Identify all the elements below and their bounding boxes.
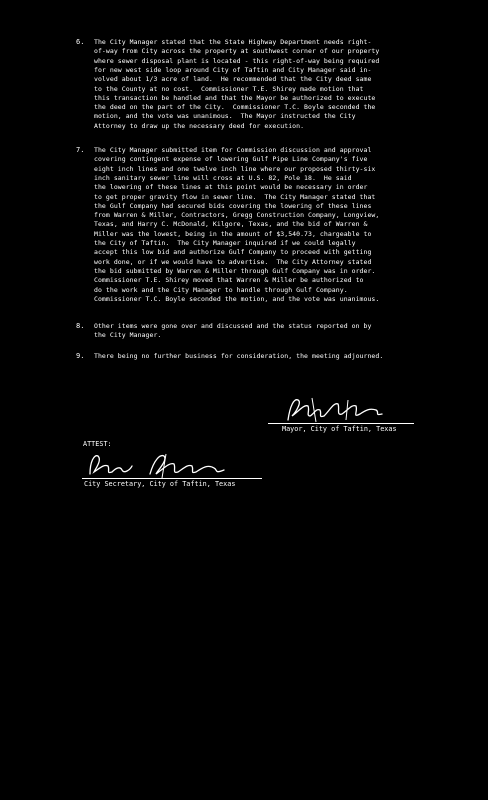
item-text-line: the bid submitted by Warren & Miller through Gulf Company was in order. (94, 266, 376, 275)
mayor-caption: Mayor, City of Taftin, Texas (282, 425, 397, 433)
item-text-line: Commissioner T.E. Shirey moved that Warren & Miller be authorized to (94, 276, 364, 285)
secretary-caption: City Secretary, City of Taftin, Texas (84, 480, 236, 488)
item-text-line: Other items were gone over and discussed and the status reported on by (94, 322, 372, 330)
item-text-line: There being no further business for consideration, the meeting adjourned. (94, 352, 384, 360)
item-text-line: to the County at no cost. Commissioner T.E. Shirey made motion that (94, 84, 364, 93)
item-text-line: do the work and the City Manager to handle through Gulf Company. (94, 285, 348, 294)
item-text-line: the City Manager. (94, 331, 162, 340)
item-number: 7. (76, 146, 85, 154)
item-text-line: inch sanitary sewer line will cross at U.S. 82, Pole 18. He said (94, 173, 352, 182)
item-text-line: from Warren & Miller, Contractors, Gregg Construction Company, Longview, (94, 211, 380, 220)
item-text-line: work done, or if we would have to advertise. The City Attorney stated (94, 257, 372, 266)
item-text-line: The City Manager submitted item for Commission discussion and approval (94, 146, 372, 154)
item-text-line: the Gulf Company had secured bids covering the lowering of these lines (94, 201, 372, 210)
item-text-line: motion, and the vote was unanimous. The Mayor instructed the City (94, 112, 356, 121)
item-text-line: this transaction be handled and that the Mayor be authorized to execute (94, 93, 376, 102)
item-text-line: the lowering of these lines at this point would be necessary in order (94, 183, 368, 192)
attest-label: ATTEST: (83, 440, 112, 448)
secretary-signature-line (82, 478, 262, 479)
item-number: 8. (76, 322, 85, 330)
mayor-signature-line (268, 423, 414, 424)
item-text-line: the City of Taftin. The City Manager inquired if we could legally (94, 239, 356, 247)
item-text-line: eight inch lines and one twelve inch line where our proposed thirty-six (94, 164, 376, 173)
item-text-line: Texas, and Harry C. McDonald, Kilgore, Texas, and the bid of Warren & (94, 220, 368, 229)
item-text-line: volved about 1/3 acre of land. He recommended that the City deed same (94, 75, 372, 84)
item-text-line: Attorney to draw up the necessary deed for execution. (94, 121, 305, 130)
item-text-line: of-way from City across the property at southwest corner of our property (94, 47, 380, 56)
item-text-line: for new west side loop around City of Taftin and City Manager said in- (94, 65, 372, 74)
item-text-line: Commissioner T.C. Boyle seconded the motion, and the vote was unanimous. (94, 294, 380, 303)
item-text-line: the deed on the part of the City. Commissioner T.C. Boyle seconded the (94, 103, 376, 112)
item-number: 6. (76, 38, 85, 46)
item-text-line: accept this low bid and authorize Gulf Company to proceed with getting (94, 248, 372, 257)
item-number: 9. (76, 352, 85, 360)
item-text-line: to get proper gravity flow in sewer line. The City Manager stated that (94, 192, 376, 201)
item-text-line: covering contingent expense of lowering Gulf Pipe Line Company's five (94, 155, 368, 164)
item-text-line: where sewer disposal plant is located - this right-of-way being required (94, 56, 380, 65)
item-text-line: Miller was the lowest, being in the amount of $3,540.73, chargeable to (94, 229, 372, 238)
item-text-line: The City Manager stated that the State Highway Department needs right- (94, 38, 372, 46)
